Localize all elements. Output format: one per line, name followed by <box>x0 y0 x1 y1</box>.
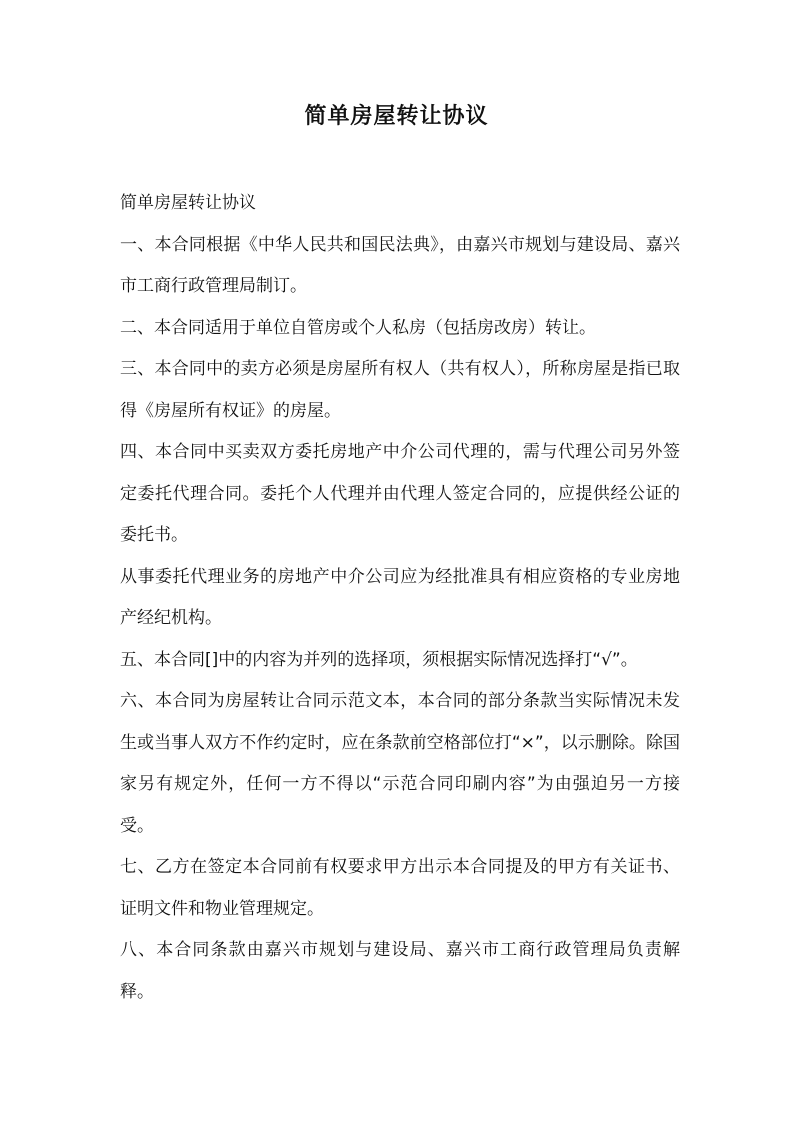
paragraph-clause-4: 四、本合同中买卖双方委托房地产中介公司代理的，需与代理公司另外签定委托代理合同。委托个人代理并由代理人签定合同的，应提供经公证的委托书。 <box>120 442 680 545</box>
paragraph-clause-7: 七、乙方在签定本合同前有权要求甲方出示本合同提及的甲方有关证书、证明文件和物业管理规定。 <box>120 857 680 919</box>
paragraph-clause-2: 二、本合同适用于单位自管房或个人私房（包括房改房）转让。 <box>120 317 596 338</box>
paragraph-clause-8: 八、本合同条款由嘉兴市规划与建设局、嘉兴市工商行政管理局负责解释。 <box>120 940 680 1002</box>
paragraph-clause-5: 五、本合同[]中的内容为并列的选择项，须根据实际情况选择打“√”。 <box>120 649 638 670</box>
paragraph-clause-3: 三、本合同中的卖方必须是房屋所有权人（共有权人），所称房屋是指已取得《房屋所有权证》的房屋。 <box>120 359 680 421</box>
paragraph-clause-6: 六、本合同为房屋转让合同示范文本，本合同的部分条款当实际情况未发生或当事人双方不作约定时，应在条款前空格部位打“×”，以示删除。除国家另有规定外，任何一方不得以“示范合同印刷内容”为由强迫另一方接受。 <box>120 691 680 836</box>
paragraph-heading: 简单房屋转让协议 <box>120 193 256 213</box>
document-title: 简单房屋转让协议 <box>304 104 489 129</box>
paragraph-clause-1: 一、本合同根据《中华人民共和国民法典》，由嘉兴市规划与建设局、嘉兴市工商行政管理局制订。 <box>120 234 680 296</box>
document-body <box>120 183 680 1013</box>
paragraph-clause-4-note: 从事委托代理业务的房地产中介公司应为经批准具有相应资格的专业房地产经纪机构。 <box>120 566 680 628</box>
